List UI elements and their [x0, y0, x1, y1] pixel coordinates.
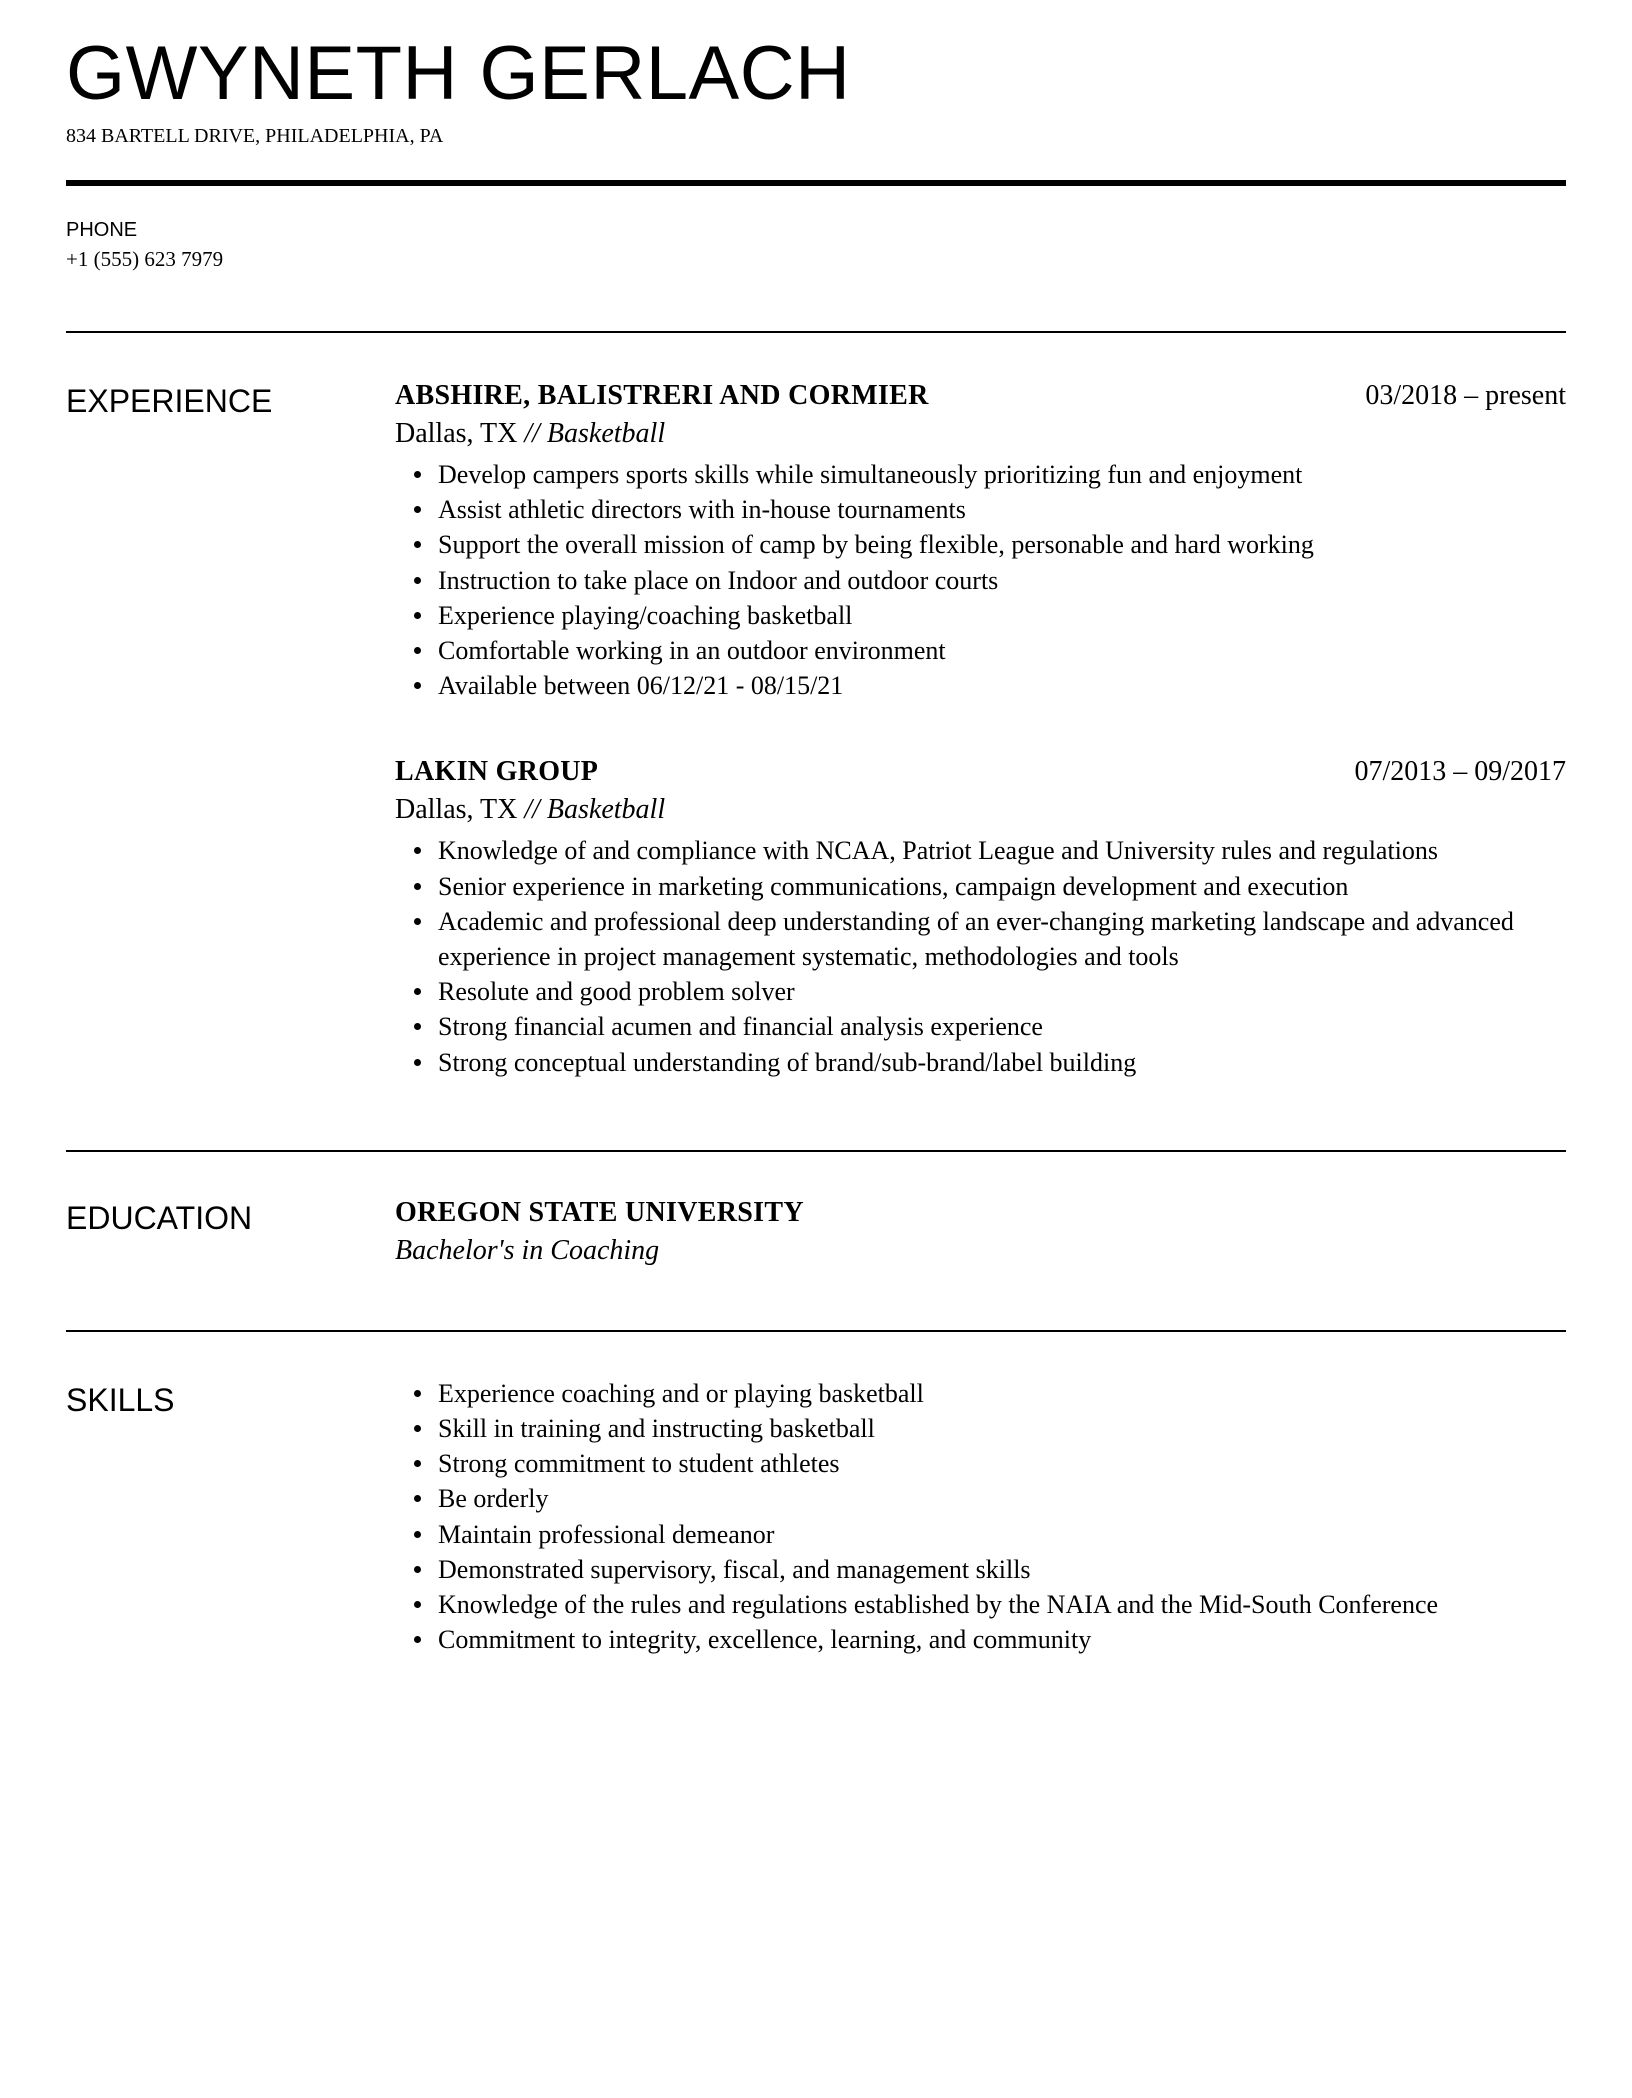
job-header	[395, 753, 1566, 791]
list-item: Academic and professional deep understanding of an ever-changing marketing landscape and advanced experience in project management systematic, methodologies and tools	[438, 904, 1566, 974]
job-location: Dallas, TX	[395, 794, 518, 826]
phone-value: +1 (555) 623 7979	[66, 247, 224, 271]
list-item: Resolute and good problem solver	[438, 974, 1566, 1009]
experience-section	[66, 377, 1566, 1080]
contact-block	[66, 217, 1566, 273]
skills-body	[395, 1376, 1566, 1658]
list-item: Senior experience in marketing communications, campaign development and execution	[438, 869, 1566, 904]
job-employer: ABSHIRE, BALISTRERI AND CORMIER	[395, 380, 929, 411]
education-body	[395, 1194, 1566, 1270]
experience-heading: EXPERIENCE	[66, 383, 273, 419]
list-item: Be orderly	[438, 1481, 1566, 1516]
header-divider	[66, 180, 1566, 186]
job-role: // Basketball	[524, 418, 666, 449]
skills-section	[66, 1376, 1566, 1658]
list-item: Strong financial acumen and financial analysis experience	[438, 1009, 1566, 1044]
skills-heading: SKILLS	[66, 1381, 175, 1418]
list-item: Instruction to take place on Indoor and outdoor courts	[438, 563, 1566, 598]
job-employer: LAKIN GROUP	[395, 756, 599, 788]
job-location: Dallas, TX	[395, 418, 518, 449]
experience-body	[395, 377, 1566, 1080]
resume-header	[66, 0, 1566, 150]
divider-experience	[66, 331, 1566, 333]
list-item: Support the overall mission of camp by being flexible, personable and hard working	[438, 527, 1566, 562]
divider-education	[66, 1150, 1566, 1152]
divider-skills	[66, 1330, 1566, 1332]
list-item: Skill in training and instructing basketball	[438, 1411, 1566, 1446]
education-degree: Bachelor's in Coaching	[395, 1234, 660, 1266]
job-header	[395, 377, 1566, 415]
job-location-line	[395, 415, 1566, 453]
list-item: Develop campers sports skills while simultaneously prioritizing fun and enjoyment	[438, 457, 1566, 492]
job-location-line	[395, 791, 1566, 829]
list-item: Comfortable working in an outdoor environment	[438, 633, 1566, 668]
list-item: Available between 06/12/21 - 08/15/21	[438, 668, 1566, 703]
candidate-address: 834 BARTELL DRIVE, PHILADELPHIA, PA	[66, 125, 444, 147]
job-entry	[395, 753, 1566, 1079]
list-item: Strong commitment to student athletes	[438, 1446, 1566, 1481]
job-role: // Basketball	[524, 794, 666, 826]
list-item: Maintain professional demeanor	[438, 1517, 1566, 1552]
candidate-name: GWYNETH GERLACH	[66, 31, 851, 116]
job-dates: 07/2013 – 09/2017	[1354, 756, 1566, 788]
list-item: Experience coaching and or playing basketball	[438, 1376, 1566, 1411]
list-item: Knowledge of and compliance with NCAA, Patriot League and University rules and regulations	[438, 833, 1566, 868]
job-bullets	[395, 457, 1566, 703]
job-entry	[395, 377, 1566, 703]
list-item: Assist athletic directors with in-house tournaments	[438, 492, 1566, 527]
list-item: Demonstrated supervisory, fiscal, and management skills	[438, 1552, 1566, 1587]
job-bullets	[395, 833, 1566, 1079]
education-school: OREGON STATE UNIVERSITY	[395, 1196, 804, 1228]
education-section	[66, 1194, 1566, 1270]
phone-label: PHONE	[66, 219, 138, 241]
skills-list	[395, 1376, 1566, 1658]
education-heading: EDUCATION	[66, 1199, 253, 1236]
list-item: Strong conceptual understanding of brand/sub-brand/label building	[438, 1045, 1566, 1080]
list-item: Experience playing/coaching basketball	[438, 598, 1566, 633]
list-item: Knowledge of the rules and regulations established by the NAIA and the Mid-South Conference	[438, 1587, 1566, 1622]
list-item: Commitment to integrity, excellence, learning, and community	[438, 1622, 1566, 1657]
job-dates: 03/2018 – present	[1365, 380, 1566, 411]
